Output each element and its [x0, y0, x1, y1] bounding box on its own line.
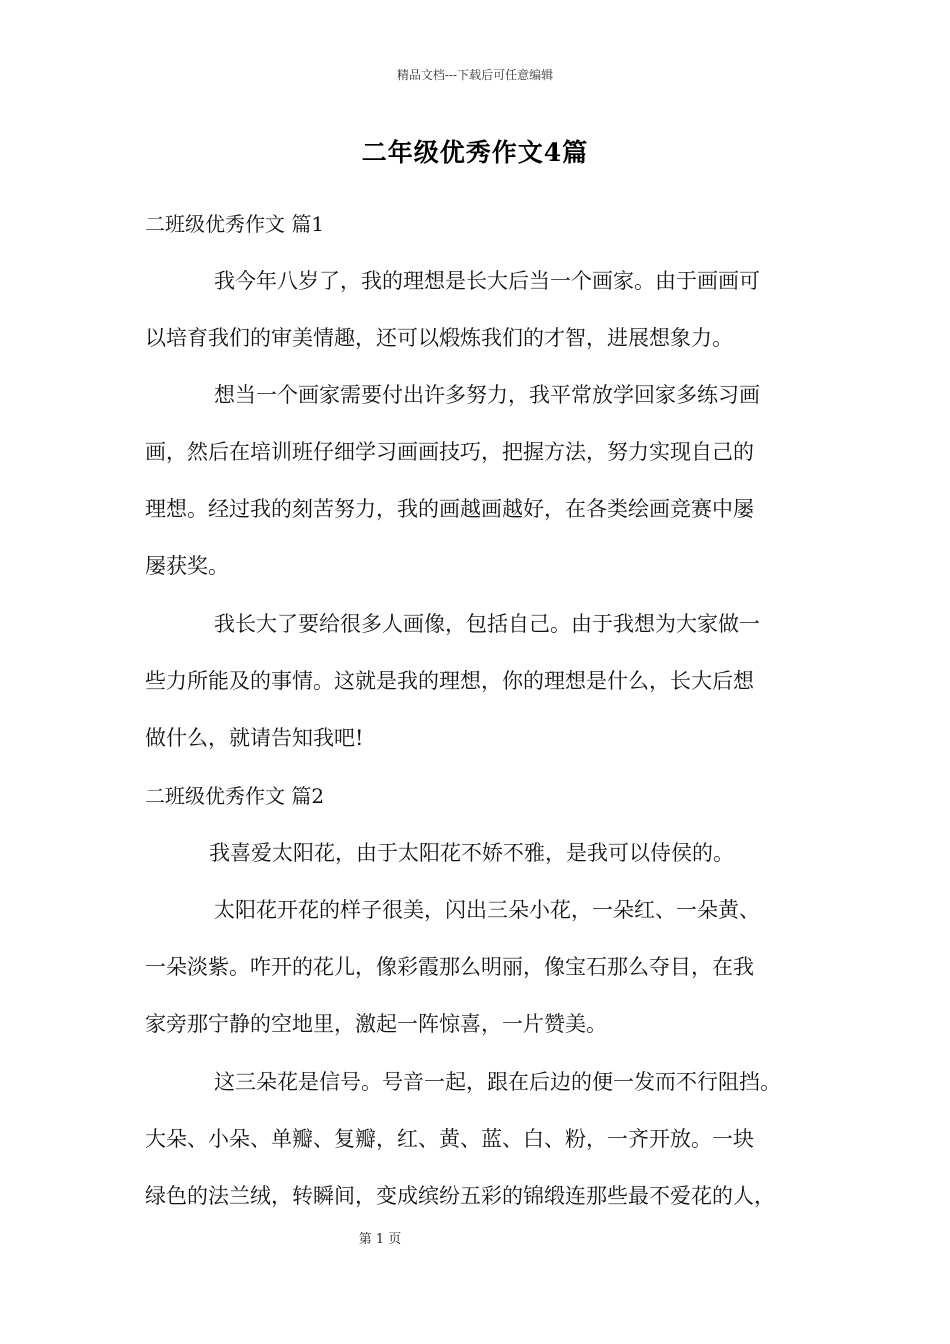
page-number: 第 1 页 [358, 1232, 402, 1247]
paragraph-line: 这三朵花是信号。号音一起，跟在后边的便一发而不行阻挡。 [214, 1070, 781, 1094]
paragraph-line: 太阳花开花的样子很美，闪出三朵小花，一朵红、一朵黄、 [214, 898, 760, 922]
paragraph-line: 屡获奖。 [145, 554, 229, 578]
paragraph-line: 我今年八岁了，我的理想是长大后当一个画家。由于画画可 [214, 269, 760, 293]
paragraph-line: 一朵淡紫。咋开的花儿，像彩霞那么明丽，像宝石那么夺目，在我 [145, 955, 754, 979]
paragraph-line: 以培育我们的审美情趣，还可以煅炼我们的才智，进展想象力。 [145, 326, 733, 350]
paragraph-line: 做什么，就请告知我吧! [145, 726, 364, 750]
paragraph-line: 绿色的法兰绒，转瞬间，变成缤纷五彩的锦缎连那些最不爱花的人， [145, 1184, 775, 1208]
paragraph-line: 理想。经过我的刻苦努力，我的画越画越好，在各类绘画竞赛中屡 [145, 497, 754, 521]
paragraph-line: 大朵、小朵、单瓣、复瓣，红、黄、蓝、白、粉，一齐开放。一块 [145, 1127, 754, 1151]
paragraph-line: 些力所能及的事情。这就是我的理想，你的理想是什么，长大后想 [145, 669, 754, 693]
section-heading-2: 二班级优秀作文 篇2 [145, 784, 325, 808]
paragraph-line: 我喜爱太阳花，由于太阳花不娇不雅，是我可以侍侯的。 [209, 841, 734, 865]
paragraph-line: 家旁那宁静的空地里，激起一阵惊喜，一片赞美。 [145, 1012, 607, 1036]
page-header: 精品文档---下载后可任意编辑 [396, 68, 554, 82]
document-title: 二年级优秀作文4篇 [361, 138, 589, 167]
paragraph-line: 想当一个画家需要付出许多努力，我平常放学回家多练习画 [214, 383, 760, 407]
paragraph-line: 画，然后在培训班仔细学习画画技巧，把握方法，努力实现自己的 [145, 440, 754, 464]
paragraph-line: 我长大了要给很多人画像，包括自己。由于我想为大家做一 [214, 612, 760, 636]
section-heading-1: 二班级优秀作文 篇1 [145, 212, 325, 236]
